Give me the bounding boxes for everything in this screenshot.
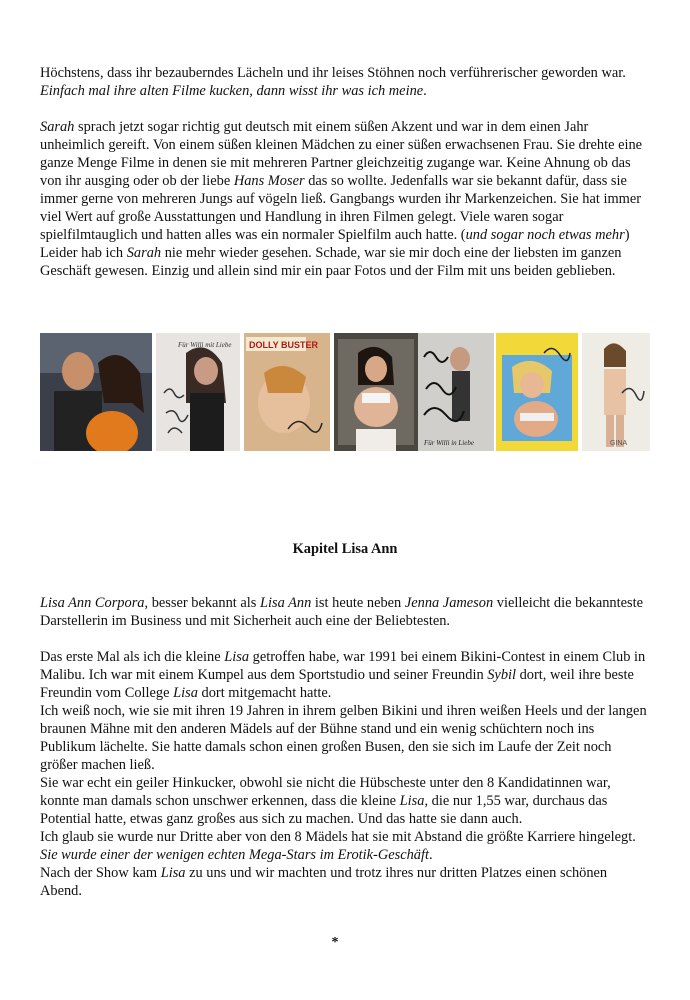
photo-signed-portrait: [156, 333, 240, 451]
paragraph-farewell: Leider hab ich Sarah nie mehr wieder gesehen. Schade, war sie mir doch eine der liebsten im ganzen Geschäft gewesen. Einzig und allein sind mir ein paar Fotos und der Film mit uns beiden geblieben.: [40, 245, 622, 279]
paragraph-sarah: Sarah sprach jetzt sogar richtig gut deutsch mit einem süßen Akzent und war in dem einen Jahr unheimlich gereift. Von einem süßen kleinen Mädchen zu einer süßen erwachsenen Frau. Sie drehte eine ganze Menge Filme in denen sie mit mehreren Partner gleichzeitig zugange war. Keine Ahnung ob das von ihr ausging oder ob der liebe Hans Moser das so wollte. Jedenfalls war sie bekannt dafür, dass sie immer gerne von mehreren Jungs auf vögeln ließ. Gangbangs wurden ihr Markenzeichen. Sie hat immer viel Wert auf große Ausstattungen und Handlung in ihren Filmen gelegt. Viele waren sogar spielfilmtauglich und hatten alles was ein normaler Spielfilm auch hatte. (und sogar noch etwas mehr): [40, 119, 643, 243]
photo-couple: [40, 333, 152, 451]
photo-dolly-buster: [244, 333, 330, 451]
photo-strip: [40, 333, 650, 451]
chapter-heading: Kapitel Lisa Ann: [292, 541, 398, 557]
text-block-bottom: [40, 594, 650, 900]
photo-magazine: [496, 333, 578, 451]
paragraph-hinkucker: Sie war echt ein geiler Hinkucker, obwohl sie nicht die Hübscheste unter den 8 Kandidatinnen war, konnte man damals schon unschwer erkennen, dass die kleine Lisa, die nur 1,55 war, durchaus das Potential hatte, etwas ganz großes aus sich zu machen. Und das hatte sie dann auch.: [40, 775, 611, 827]
paragraph-memory: Ich weiß noch, wie sie mit ihren 19 Jahren in ihrem gelben Bikini und ihren weißen Heels und der langen braunen Mähne mit den anderen Mädels auf der Bühne stand und ein wenig schüchtern noch ins Publikum lächelte. Sie hatte damals schon einen großen Busen, den sie sich im Laufe der Zeit noch größer machen ließ.: [40, 703, 647, 773]
paragraph-lisa-intro: Lisa Ann Corpora, besser bekannt als Lisa Ann ist heute neben Jenna Jameson vielleicht die bekannteste Darstellerin im Business und mit Sicherheit auch eine der Beliebtesten.: [40, 595, 644, 629]
dolly-buster-label: DOLLY BUSTER: [249, 340, 319, 350]
photo-signed-card: [418, 333, 494, 451]
photo-gina: [582, 333, 650, 451]
signature-text-a: Für Willi mit Liebe: [178, 341, 232, 349]
text-block-top: [40, 64, 650, 280]
gina-label: GINA: [610, 440, 628, 447]
photo-lingerie: [334, 333, 418, 451]
paragraph-first-meeting: Das erste Mal als ich die kleine Lisa getroffen habe, war 1991 bei einem Bikini-Contest in einem Club in Malibu. Ich war mit einem Kumpel aus dem Sportstudio und seiner Freundin Sybil dort, weil ihre beste Freundin vom College Lisa dort mitgemacht hatte.: [40, 649, 646, 701]
paragraph-intro: Höchstens, dass ihr bezauberndes Lächeln und ihr leises Stöhnen noch verführerischer geworden war. Einfach mal ihre alten Filme kucken, dann wisst ihr was ich meine.: [40, 65, 626, 99]
paragraph-career: Ich glaub sie wurde nur Dritte aber von den 8 Mädels hat sie mit Abstand die größte Karriere hingelegt. Sie wurde einer der wenigen echten Mega-Stars im Erotik-Geschäft.: [40, 829, 636, 863]
signature-text-b: Für Willi in Liebe: [424, 439, 474, 447]
paragraph-after-show: Nach der Show kam Lisa zu uns und wir machten und trotz ihres nur dritten Platzes einen schönen Abend.: [40, 865, 608, 899]
section-separator: *: [331, 935, 339, 950]
